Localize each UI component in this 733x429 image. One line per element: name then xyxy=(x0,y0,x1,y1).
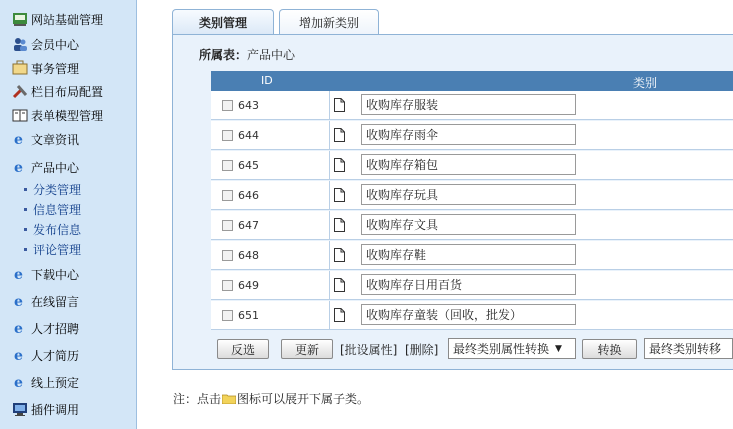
sidebar-item-resumes[interactable] xyxy=(12,345,79,365)
sidebar-item-messages[interactable] xyxy=(12,291,79,311)
table-row xyxy=(211,271,733,300)
id-cell xyxy=(211,181,330,209)
svg-text:e: e xyxy=(14,132,23,147)
svg-text:e: e xyxy=(14,348,23,363)
sidebar-subitem-publish[interactable] xyxy=(24,220,81,238)
sidebar-subitem-category[interactable] xyxy=(24,180,81,198)
sidebar-subitem-comments[interactable] xyxy=(24,240,81,258)
document-icon xyxy=(334,98,345,112)
id-cell xyxy=(211,301,330,329)
sidebar-item-label: 事务管理 xyxy=(31,61,80,76)
chevron-down-icon: ▼ xyxy=(555,343,562,354)
sidebar-item-label: 人才招聘 xyxy=(31,321,80,336)
svg-text:e: e xyxy=(14,160,23,175)
row-checkbox[interactable] xyxy=(222,100,233,111)
sidebar xyxy=(0,0,137,429)
invert-selection-button[interactable] xyxy=(217,339,269,359)
category-name-input[interactable] xyxy=(361,274,576,295)
tools-icon xyxy=(12,83,28,99)
button-label: 更新 xyxy=(294,342,319,357)
category-name-value: 收购库存文具 xyxy=(366,218,439,232)
row-checkbox[interactable] xyxy=(222,280,233,291)
ie-icon xyxy=(12,266,28,282)
note-suffix: 图标可以展开下属子类。 xyxy=(237,392,370,406)
sidebar-subitem-label: 分类管理 xyxy=(33,182,82,197)
category-name-value: 收购库存鞋 xyxy=(366,248,427,262)
row-checkbox[interactable] xyxy=(222,250,233,261)
tab-label: 类别管理 xyxy=(198,15,247,30)
document-icon xyxy=(334,158,345,172)
button-label: 反选 xyxy=(230,342,255,357)
table-row xyxy=(211,91,733,120)
select-value: 最终类别转移 xyxy=(649,342,722,356)
svg-text:e: e xyxy=(14,267,23,282)
id-cell xyxy=(211,271,330,299)
category-name-value: 收购库存雨伞 xyxy=(366,128,439,142)
table-row xyxy=(211,211,733,240)
column-header-category: 类别 xyxy=(633,76,658,90)
sidebar-subitem-label: 发布信息 xyxy=(33,222,82,237)
category-move-select[interactable] xyxy=(644,338,733,359)
convert-button[interactable] xyxy=(582,339,637,359)
site-icon xyxy=(12,11,28,27)
row-id: 644 xyxy=(238,128,259,142)
form-icon xyxy=(12,107,28,123)
document-icon xyxy=(334,278,345,292)
sidebar-item-label: 网站基础管理 xyxy=(31,12,104,27)
category-name-input[interactable] xyxy=(361,124,576,145)
sidebar-item-form-model[interactable] xyxy=(12,105,103,125)
sidebar-subitem-info[interactable] xyxy=(24,200,81,218)
document-icon xyxy=(334,248,345,262)
category-name-input[interactable] xyxy=(361,214,576,235)
update-button[interactable] xyxy=(281,339,333,359)
document-icon xyxy=(334,188,345,202)
sidebar-item-label: 栏目布局配置 xyxy=(31,84,104,99)
folder-icon xyxy=(222,393,236,404)
category-name-input[interactable] xyxy=(361,154,576,175)
footer-note xyxy=(173,390,369,407)
attribute-convert-select[interactable] xyxy=(448,338,576,359)
bullet-icon xyxy=(24,208,27,211)
row-checkbox[interactable] xyxy=(222,310,233,321)
table-row xyxy=(211,301,733,330)
svg-text:e: e xyxy=(14,294,23,309)
row-id: 646 xyxy=(238,188,259,202)
delete-link[interactable]: [删除] xyxy=(405,343,439,357)
row-id: 649 xyxy=(238,278,259,292)
sidebar-item-affairs[interactable] xyxy=(12,58,79,78)
category-name-value: 收购库存日用百货 xyxy=(366,278,463,292)
row-checkbox[interactable] xyxy=(222,190,233,201)
category-name-value: 收购库存童装（回收，批发） xyxy=(366,308,523,322)
row-id: 648 xyxy=(238,248,259,262)
sidebar-item-label: 插件调用 xyxy=(31,402,80,417)
ie-icon xyxy=(12,374,28,390)
table-row xyxy=(211,121,733,150)
owner-table-line xyxy=(199,46,295,63)
sidebar-item-label: 人才简历 xyxy=(31,348,80,363)
sidebar-item-layout[interactable] xyxy=(12,81,103,101)
id-cell xyxy=(211,91,330,119)
note-prefix: 注：点击 xyxy=(173,392,222,406)
id-cell xyxy=(211,211,330,239)
owner-label: 所属表： xyxy=(199,48,248,62)
sidebar-subitem-label: 信息管理 xyxy=(33,202,82,217)
tab-add-category[interactable] xyxy=(279,9,379,34)
table-row xyxy=(211,151,733,180)
sidebar-item-booking[interactable] xyxy=(12,372,79,392)
tab-label: 增加新类别 xyxy=(298,15,359,30)
row-checkbox[interactable] xyxy=(222,130,233,141)
row-id: 643 xyxy=(238,98,259,112)
svg-text:e: e xyxy=(14,321,23,336)
ie-icon xyxy=(12,131,28,147)
row-id: 651 xyxy=(238,308,259,322)
table-header xyxy=(211,71,733,91)
row-checkbox[interactable] xyxy=(222,160,233,171)
sidebar-item-recruit[interactable] xyxy=(12,318,79,338)
members-icon xyxy=(12,36,28,52)
category-name-value: 收购库存服装 xyxy=(366,98,439,112)
bullet-icon xyxy=(24,188,27,191)
table-row xyxy=(211,181,733,210)
table-row xyxy=(211,241,733,270)
column-header-id: ID xyxy=(261,74,273,87)
tab-category-management[interactable] xyxy=(172,9,274,34)
ie-icon xyxy=(12,347,28,363)
owner-value: 产品中心 xyxy=(247,48,296,62)
document-icon xyxy=(334,128,345,142)
sidebar-subitem-label: 评论管理 xyxy=(33,242,82,257)
category-name-input[interactable] xyxy=(361,304,576,325)
sidebar-item-label: 下载中心 xyxy=(31,267,80,282)
ie-icon xyxy=(12,320,28,336)
ie-icon xyxy=(12,293,28,309)
sidebar-item-plugins[interactable] xyxy=(12,399,79,419)
sidebar-item-articles[interactable] xyxy=(12,129,79,149)
sidebar-item-label: 表单模型管理 xyxy=(31,108,104,123)
document-icon xyxy=(334,308,345,322)
document-icon xyxy=(334,218,345,232)
affairs-icon xyxy=(12,60,28,76)
category-name-value: 收购库存箱包 xyxy=(366,158,439,172)
row-checkbox[interactable] xyxy=(222,220,233,231)
select-value: 最终类别属性转换 xyxy=(453,342,550,356)
sidebar-item-products[interactable] xyxy=(12,157,79,177)
sidebar-item-members[interactable] xyxy=(12,34,79,54)
id-cell xyxy=(211,241,330,269)
category-name-input[interactable] xyxy=(361,244,576,265)
category-name-value: 收购库存玩具 xyxy=(366,188,439,202)
category-name-input[interactable] xyxy=(361,184,576,205)
sidebar-item-label: 产品中心 xyxy=(31,160,80,175)
sidebar-item-label: 在线留言 xyxy=(31,294,80,309)
sidebar-item-site[interactable] xyxy=(12,9,103,29)
ie-icon xyxy=(12,159,28,175)
row-id: 645 xyxy=(238,158,259,172)
svg-text:e: e xyxy=(14,375,23,390)
sidebar-item-downloads[interactable] xyxy=(12,264,79,284)
id-cell xyxy=(211,121,330,149)
sidebar-item-label: 线上预定 xyxy=(31,375,80,390)
bullet-icon xyxy=(24,228,27,231)
category-name-input[interactable] xyxy=(361,94,576,115)
row-id: 647 xyxy=(238,218,259,232)
sidebar-item-label: 会员中心 xyxy=(31,37,80,52)
button-label: 转换 xyxy=(597,342,622,357)
bullet-icon xyxy=(24,248,27,251)
plugin-icon xyxy=(12,401,28,417)
sidebar-item-label: 文章资讯 xyxy=(31,132,80,147)
batch-attribute-link[interactable]: [批设属性] xyxy=(340,343,398,357)
id-cell xyxy=(211,151,330,179)
